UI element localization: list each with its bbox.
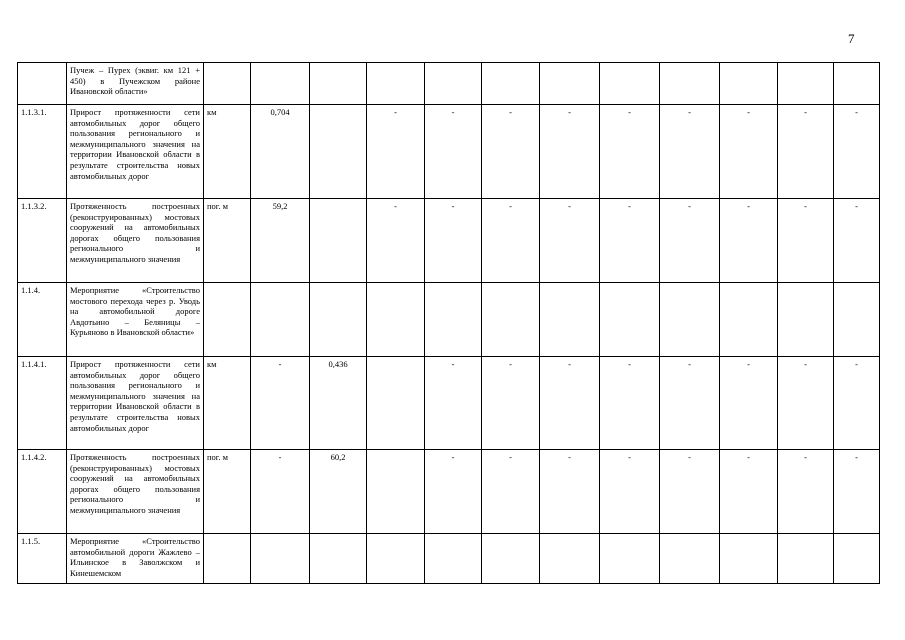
value-cell <box>834 63 880 105</box>
value-cell: - <box>834 450 880 534</box>
value-cell <box>660 283 720 357</box>
unit-cell <box>204 534 251 584</box>
row-number-cell: 1.1.4.2. <box>18 450 67 534</box>
value-cell: - <box>367 105 425 199</box>
value-cell <box>425 283 482 357</box>
value-cell <box>600 283 660 357</box>
value-cell: - <box>778 105 834 199</box>
unit-cell <box>204 283 251 357</box>
value-cell: - <box>834 357 880 450</box>
indicator-name-cell: Пучеж – Пурех (эквиг. км 121 + 450) в Пучежском районе Ивановской области» <box>67 63 204 105</box>
row-number-cell: 1.1.4. <box>18 283 67 357</box>
value-cell: - <box>540 450 600 534</box>
table-row <box>18 283 880 357</box>
value-cell: - <box>834 199 880 283</box>
value-cell: - <box>660 450 720 534</box>
indicator-table <box>17 62 880 584</box>
value-cell: - <box>720 357 778 450</box>
value-cell: - <box>660 199 720 283</box>
value-cell: - <box>482 199 540 283</box>
value-cell: 60,2 <box>310 450 367 534</box>
table-row <box>18 534 880 584</box>
table-row <box>18 450 880 534</box>
indicator-name-cell: Мероприятие «Строительство автомобильной дороги Жажлево – Ильинское в Заволжском и Кинешемском <box>67 534 204 584</box>
indicator-name-cell: Прирост протяженности сети автомобильных дорог общего пользования регионального и межмуниципального значения на территории Ивановской области в результате строительства новых автомобильных дорог <box>67 357 204 450</box>
value-cell <box>540 63 600 105</box>
table-row <box>18 199 880 283</box>
value-cell <box>251 283 310 357</box>
value-cell <box>660 63 720 105</box>
value-cell <box>367 450 425 534</box>
value-cell: - <box>720 105 778 199</box>
value-cell: - <box>660 357 720 450</box>
value-cell: - <box>482 357 540 450</box>
value-cell <box>367 63 425 105</box>
value-cell: - <box>482 105 540 199</box>
table-row <box>18 105 880 199</box>
page-number: 7 <box>848 31 855 46</box>
value-cell: - <box>425 199 482 283</box>
value-cell: - <box>600 357 660 450</box>
value-cell <box>834 283 880 357</box>
value-cell <box>310 105 367 199</box>
value-cell <box>720 63 778 105</box>
value-cell: - <box>660 105 720 199</box>
value-cell <box>367 283 425 357</box>
value-cell: - <box>778 199 834 283</box>
value-cell: - <box>482 450 540 534</box>
value-cell <box>425 63 482 105</box>
value-cell: - <box>425 450 482 534</box>
row-number-cell: 1.1.3.2. <box>18 199 67 283</box>
indicator-name-cell: Мероприятие «Строительство мостового перехода через р. Уводь на автомобильной дороге Авдотьино – Беляницы – Курьяново в Ивановской области» <box>67 283 204 357</box>
value-cell <box>778 63 834 105</box>
value-cell: - <box>367 199 425 283</box>
value-cell <box>425 534 482 584</box>
row-number-cell: 1.1.5. <box>18 534 67 584</box>
value-cell: - <box>600 199 660 283</box>
value-cell: 59,2 <box>251 199 310 283</box>
unit-cell <box>204 63 251 105</box>
value-cell <box>834 534 880 584</box>
value-cell: - <box>251 450 310 534</box>
indicator-name-cell: Протяженность построенных (реконструированных) мостовых сооружений на автомобильных дорогах общего пользования регионального и межмуниципального значения <box>67 450 204 534</box>
value-cell <box>310 199 367 283</box>
value-cell <box>660 534 720 584</box>
value-cell <box>778 283 834 357</box>
value-cell <box>482 283 540 357</box>
unit-cell: пог. м <box>204 450 251 534</box>
value-cell: - <box>425 357 482 450</box>
value-cell <box>720 283 778 357</box>
value-cell <box>367 357 425 450</box>
row-number-cell <box>18 63 67 105</box>
value-cell <box>310 283 367 357</box>
value-cell: 0,704 <box>251 105 310 199</box>
value-cell: - <box>540 357 600 450</box>
value-cell <box>720 534 778 584</box>
value-cell: - <box>778 450 834 534</box>
table-row <box>18 63 880 105</box>
value-cell: - <box>600 105 660 199</box>
table-row <box>18 357 880 450</box>
unit-cell: пог. м <box>204 199 251 283</box>
value-cell <box>600 63 660 105</box>
value-cell: - <box>251 357 310 450</box>
value-cell: - <box>540 105 600 199</box>
row-number-cell: 1.1.3.1. <box>18 105 67 199</box>
value-cell: - <box>834 105 880 199</box>
value-cell <box>310 534 367 584</box>
value-cell: - <box>720 199 778 283</box>
indicator-name-cell: Протяженность построенных (реконструированных) мостовых сооружений на автомобильных дорогах общего пользования регионального и межмуниципального значения <box>67 199 204 283</box>
row-number-cell: 1.1.4.1. <box>18 357 67 450</box>
unit-cell: км <box>204 105 251 199</box>
value-cell <box>540 534 600 584</box>
value-cell: - <box>600 450 660 534</box>
value-cell: - <box>540 199 600 283</box>
value-cell <box>482 63 540 105</box>
value-cell <box>251 534 310 584</box>
value-cell: - <box>778 357 834 450</box>
indicator-name-cell: Прирост протяженности сети автомобильных дорог общего пользования регионального и межмуниципального значения на территории Ивановской области в результате строительства новых автомобильных дорог <box>67 105 204 199</box>
unit-cell: км <box>204 357 251 450</box>
value-cell <box>251 63 310 105</box>
value-cell <box>482 534 540 584</box>
value-cell <box>540 283 600 357</box>
value-cell <box>778 534 834 584</box>
value-cell <box>600 534 660 584</box>
value-cell <box>367 534 425 584</box>
value-cell <box>310 63 367 105</box>
value-cell: - <box>425 105 482 199</box>
value-cell: - <box>720 450 778 534</box>
value-cell: 0,436 <box>310 357 367 450</box>
